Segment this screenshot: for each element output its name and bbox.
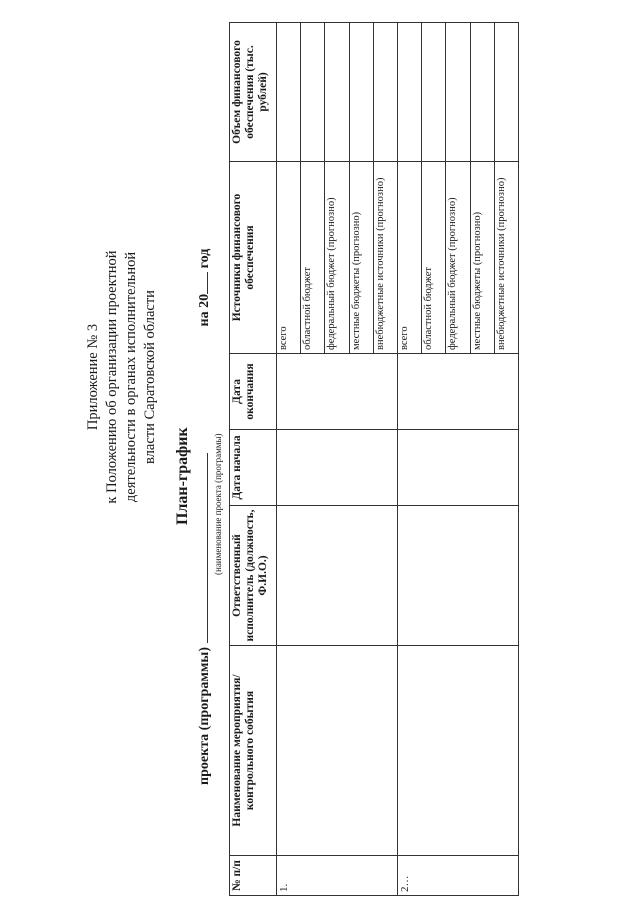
row-responsible-cell — [277, 506, 398, 646]
source-cell: областной бюджет — [301, 162, 325, 354]
appendix-line-3: деятельности в органах исполнительной — [123, 251, 139, 503]
header-name: Наименование мероприятия/контрольного события — [230, 646, 277, 856]
volume-cell — [301, 23, 325, 162]
header-sources: Источники финансового обеспечения — [230, 162, 277, 354]
volume-cell — [325, 23, 349, 162]
source-cell: внебюджетные источники (прогнозно) — [373, 162, 397, 354]
project-line — [193, 249, 213, 785]
row-responsible-cell — [397, 506, 518, 646]
row-num: 1. — [277, 856, 398, 896]
row-name-cell — [397, 646, 518, 856]
project-note: (наименование проекта (программы) — [213, 433, 223, 575]
appendix-line-4: власти Саратовской области — [142, 290, 158, 464]
source-cell: местные бюджеты (прогнозно) — [349, 162, 373, 354]
source-cell: всего — [397, 162, 421, 354]
header-num: № п/п — [230, 856, 277, 896]
appendix-line-2: к Положению об организации проектной — [104, 250, 120, 504]
table-row — [277, 23, 301, 896]
volume-cell — [494, 23, 518, 162]
volume-cell — [349, 23, 373, 162]
volume-cell — [373, 23, 397, 162]
table-row — [397, 23, 421, 896]
header-start: Дата начала — [230, 430, 277, 506]
volume-cell — [446, 23, 470, 162]
header-end: Дата окончания — [230, 354, 277, 430]
source-cell: федеральный бюджет (прогнозно) — [325, 162, 349, 354]
row-end-cell — [397, 354, 518, 430]
source-cell: всего — [277, 162, 301, 354]
appendix-line-1: Приложение № 3 — [85, 323, 101, 431]
header-row — [230, 23, 277, 896]
row-end-cell — [277, 354, 398, 430]
plan-title: План-график — [174, 427, 191, 525]
source-cell: федеральный бюджет (прогнозно) — [446, 162, 470, 354]
project-name-blank — [193, 453, 208, 643]
source-cell: внебюджетные источники (прогнозно) — [494, 162, 518, 354]
row-name-cell — [277, 646, 398, 856]
header-volume: Объем финансового обеспечения (тыс. рублей) — [230, 23, 277, 162]
volume-cell — [470, 23, 494, 162]
project-year-blank — [193, 272, 208, 294]
volume-cell — [397, 23, 421, 162]
project-prefix: проекта (программы) — [197, 646, 212, 785]
row-num: 2… — [397, 856, 518, 896]
source-cell: областной бюджет — [422, 162, 446, 354]
source-cell: местные бюджеты (прогнозно) — [470, 162, 494, 354]
appendix-header — [84, 212, 160, 542]
volume-cell — [277, 23, 301, 162]
header-responsible: Ответственный исполнитель (должность, Ф.И.О.) — [230, 506, 277, 646]
row-start-cell — [397, 430, 518, 506]
project-year-suffix: год — [197, 248, 212, 269]
volume-cell — [422, 23, 446, 162]
plan-table — [229, 22, 519, 896]
project-year-prefix: на 20 — [197, 293, 212, 327]
row-start-cell — [277, 430, 398, 506]
